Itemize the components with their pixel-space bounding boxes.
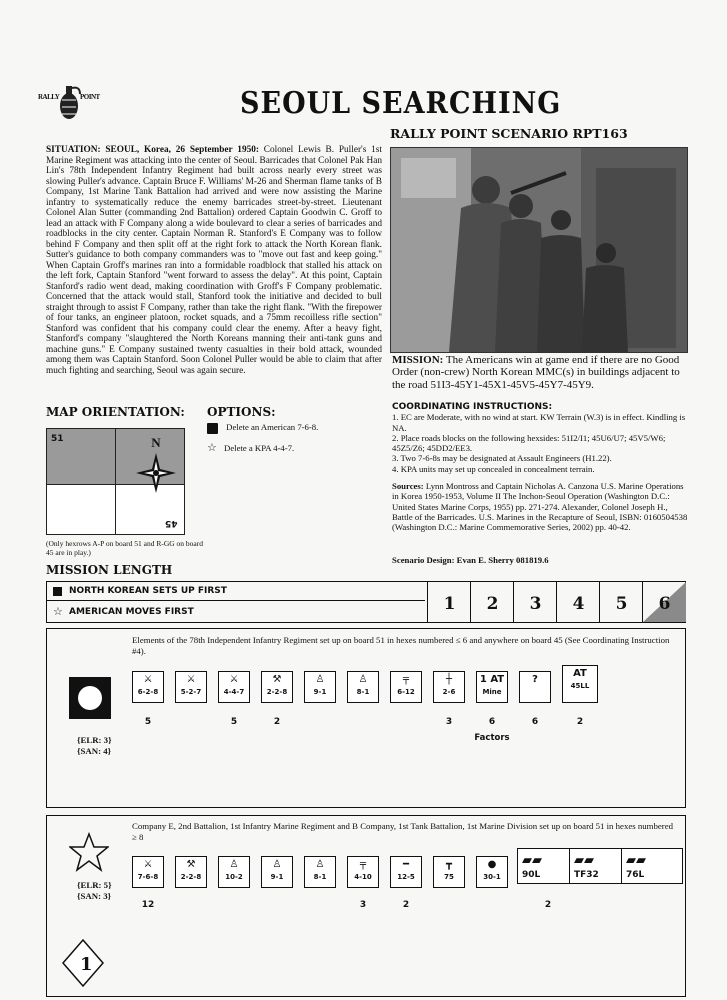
coordinating-heading: COORDINATING INSTRUCTIONS: [392,402,553,412]
turn-box: 4 [556,582,600,622]
counter-leader: ♙ 8-1 [304,856,336,888]
counter-quantity: 2 [576,717,584,727]
sources-label: Sources: [392,481,424,491]
american-star-icon [69,832,109,872]
map-orientation-heading: MAP ORIENTATION: [46,405,185,419]
counter-quantity: 5 [230,717,238,727]
counter-at-gun: AT 45LL [562,665,598,703]
turn-number: 6 [658,594,671,614]
first-move-row [47,602,425,622]
turn-box: 1 [427,582,471,622]
coord-item: 3. Two 7-6-8s may be designated at Assault Engineers (H1.22). [392,453,612,464]
vehicle-tank-sherman: ▰▰ 76L [621,848,683,884]
counter-quantity: 2 [273,717,281,727]
turn-record-track [46,581,686,623]
counter-quantity: 6 [488,717,496,727]
us-elr: {ELR: 5} [77,880,112,890]
marine-division-diamond-icon [61,938,105,988]
mission-text [392,354,692,391]
logo-left-text: RALLY [38,93,60,101]
counter-quantity: 6 [531,717,539,727]
options-heading: OPTIONS: [207,405,276,419]
us-setup-text: Company E, 2nd Battalion, 1st Infantry Marine Regiment and B Company, 1st Tank Battalion, 1st Marine Division set up on board 51 in hexes numbered ≥ 8 [132,821,674,842]
counter-crew: ⚒ 2-2-8 [261,671,293,703]
north-korean-flag-icon [207,423,218,434]
vehicle-tank-m26: ▰▰ 90L [517,848,579,884]
counter-lmg: ┼ 2-6 [433,671,465,703]
grenade-icon [38,80,100,124]
nk-setup-text: Elements of the 78th Independent Infantry Regiment set up on board 51 in hexes numbered ≤ 6 and anywhere on board 45 (See Coordinating Instruction #4). [132,635,670,656]
scenario-title: SEOUL SEARCHING [240,86,562,121]
counter-mmg: ╤ 4-10 [347,856,379,888]
counter-squad: ⚔ 4-4-7 [218,671,250,703]
turn-box: 2 [470,582,514,622]
coordinating-instructions [392,402,688,474]
vehicle-tank-flame: ▰▰ TF32 [569,848,631,884]
scenario-design: Scenario Design: Evan E. Sherry 081819.6 [392,555,549,565]
counter-rcl: ┳ 75 [433,856,465,888]
first-setup-text: NORTH KOREAN SETS UP FIRST [69,586,227,596]
north-korean-flag-icon [53,587,62,596]
situation-body: Colonel Lewis B. Puller's 1st Marine Regiment was attacking into the center of Seoul. Barricades that Colonel Pak Han Lin's 78th Independent Infantry Regiment had built across nearly every street was slowing Puller's advance. Captain Bruce F. Williams' M-26 and Sherman flame tanks of B Company, 1st Marine Tank Battalion had arrived and were now assisting the Marine infantry to systematically reduce the enemy barricades street-by-street. Lieutenant Colonel Alan Sutter (commanding 2nd Battalion) ordered Captain Goodwin C. Groff to lead an attack with F Company along a wide boulevard to clear a series of barricades and roadblocks in the city center. Captain Norman R. Stanford's E Company was to follow behind F Company and then split off at the right fork to attack the North Korean flank. Sutter's guidance to both company commanders was to "move out fast and keep going." When Captain Groff's marines ran into a formidable roadblock that stalled his attack on the left fork, Captain Stanford "went forward to assess the delay". At this point, Captain Stanford's radio went dead, making coordination with Groff's F Company problematic. Concerned that the attack would stall, Stanford took the initiative and decided to bull straight through to assist F Company, rather than take the right flank. "With the firepower of four tanks, an engineer platoon, rocket squads, and a 75mm recoilless rifle section" Stanford was confident that his company could clear the enemy. After a heavy fight, Stanford's company "slaughtered the North Koreans manning their anti-tank guns and machine guns." E Company sustained twenty casualties in their bold attack, wounded among them was Captain Stanford. Soon Colonel Puller would be able to claim that after much fighting and searching, Seoul was again secure. [46,145,382,376]
nk-san: {SAN: 4} [77,746,112,756]
counter-quantity: 2 [544,900,552,910]
first-move-text: AMERICAN MOVES FIRST [69,607,194,617]
counter-quantity: 3 [359,900,367,910]
compass-north-label: N [151,435,161,450]
coord-item: 4. KPA units may set up concealed in concealment terrain. [392,463,595,474]
board-45-label: 45 [165,518,178,528]
coord-item: 1. EC are Moderate, with no wind at start. KW Terrain (W.3) is in effect. Kindling is NA. [392,412,686,433]
option-kpa [207,441,294,454]
star-icon: ☆ [207,442,217,454]
counter-bazooka: ━ 12-5 [390,856,422,888]
counter-quantity: 3 [445,717,453,727]
situation-text [46,145,382,376]
counter-squad: ⚔ 5-2-7 [175,671,207,703]
turn-box-final [642,582,686,622]
option-text: Delete a KPA 4-4-7. [224,443,295,453]
us-san: {SAN: 3} [77,891,112,901]
counter-hmg: ╤ 6-12 [390,671,422,703]
factors-label: Factors [474,733,510,743]
counter-leader: ♙ 9-1 [304,671,336,703]
counter-quantity: 5 [144,717,152,727]
svg-text:1: 1 [80,954,93,975]
turn-box: 5 [599,582,643,622]
logo-right-text: POINT [80,93,100,101]
counter-crew: ⚒ 2-2-8 [175,856,207,888]
star-icon: ☆ [53,605,63,618]
counter-leader: ♙ 9-1 [261,856,293,888]
sources-text: Lynn Montross and Captain Nicholas A. Canzona U.S. Marine Operations in Korea 1950-1953, Volume II The Inchon-Seoul Operation (Washington D.C.: United States Marine Corps, 1955) pp. 271-274. Alexander, Colonel Joseph H., Battle of the Barricades. U.S. Marines in the Recapture of Seoul, ISBN: 0160504538 (Washington D.C.: Marine Commemorative Series, 2002) pp. 40-42. [392,481,688,533]
north-korean-flag-icon [69,677,111,719]
compass-star-icon [132,451,180,495]
marines-photo-image [391,148,687,352]
rally-point-logo [38,80,100,124]
sources [392,481,688,532]
historical-photo [390,147,688,353]
counter-at-mine: 1 AT Mine [476,671,508,703]
counter-concealment: ? [519,671,551,703]
north-korean-oob [46,628,686,808]
mission-label: MISSION: [392,354,444,366]
compass-rose [132,435,180,497]
turn-box: 3 [513,582,557,622]
map-note: (Only hexrows A-P on board 51 and R-GG on board 45 are in play.) [46,539,203,557]
option-american [207,422,318,434]
board-51-label: 51 [51,434,64,444]
counter-quantity: 2 [402,900,410,910]
counter-squad: ⚔ 7-6-8 [132,856,164,888]
counter-leader: ♙ 8-1 [347,671,379,703]
counter-quantity: 12 [141,900,155,910]
coord-item: 2. Place roads blocks on the following hexsides: 51I2/I1; 45U6/U7; 45V5/W6; 45Z5/Z6; 45DD2/EE3. [392,432,666,454]
option-text: Delete an American 7-6-8. [226,422,319,432]
counter-squad: ⚔ 6-2-8 [132,671,164,703]
american-oob [46,815,686,997]
situation-label: SITUATION: SEOUL, Korea, 26 September 1950: [46,145,259,155]
first-setup-row [47,582,425,601]
counter-demo-charge: ● 30-1 [476,856,508,888]
mission-body: The Americans win at game end if there are no Good Order (non-crew) North Korean MMC(s) in buildings adjacent to the road 51I3-45Y1-45X1-45V5-45Y7-45Y9. [392,354,680,391]
mission-length-heading: MISSION LENGTH [46,563,173,577]
scenario-id: RALLY POINT SCENARIO RPT163 [390,126,628,141]
nk-elr: {ELR: 3} [77,735,112,745]
counter-leader: ♙ 10-2 [218,856,250,888]
